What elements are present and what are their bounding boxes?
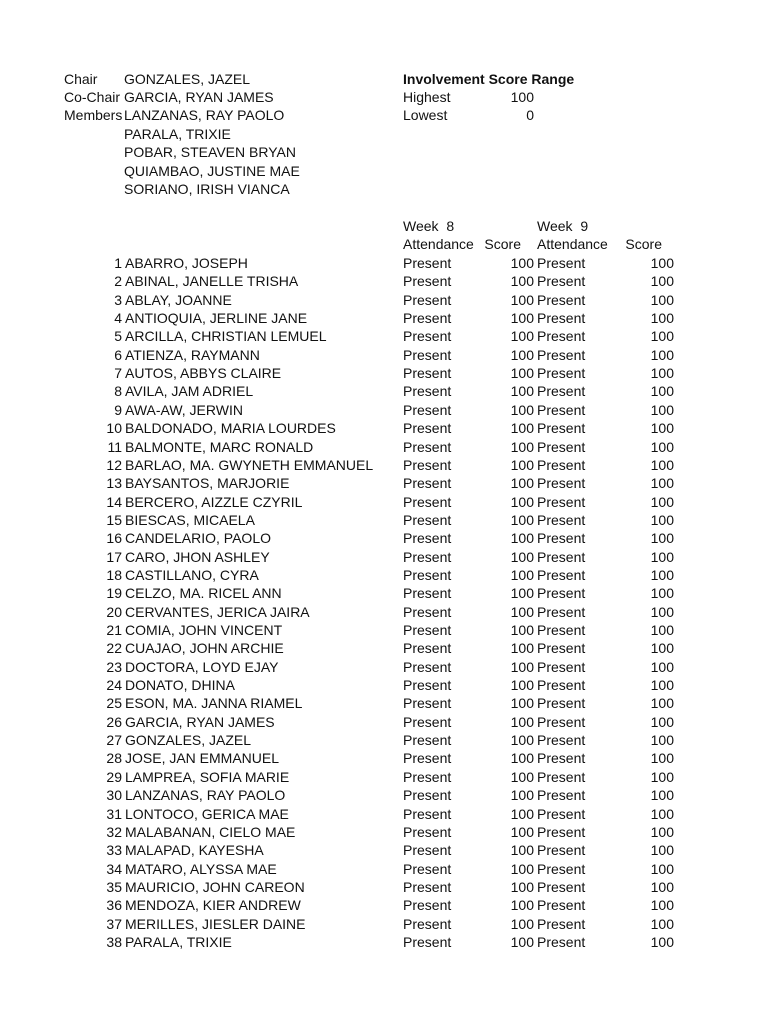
- highest-label: Highest: [403, 89, 451, 105]
- row-number: 33: [106, 842, 122, 858]
- student-name: LAMPREA, SOFIA MARIE: [125, 769, 290, 785]
- student-name: MERILLES, JIESLER DAINE: [125, 916, 306, 932]
- week-9-attendance: Present: [537, 622, 586, 638]
- week-9-score: 100: [650, 659, 674, 675]
- week-9-attendance: Present: [537, 842, 586, 858]
- row-number: 20: [106, 604, 122, 620]
- student-name: GARCIA, RYAN JAMES: [125, 714, 275, 730]
- student-name: BARLAO, MA. GWYNETH EMMANUEL: [125, 457, 374, 473]
- week-8-header: Week 8: [403, 218, 455, 234]
- row-number: 3: [114, 292, 122, 308]
- week-8-attendance: Present: [403, 494, 452, 510]
- week-9-attendance: Present: [537, 530, 586, 546]
- week-8-attendance: Present: [403, 310, 452, 326]
- week-9-attendance: Present: [537, 824, 586, 840]
- row-number: 36: [106, 897, 122, 913]
- week-9-score: 100: [650, 677, 674, 693]
- student-name: AWA-AW, JERWIN: [125, 402, 243, 418]
- week-8-score: 100: [510, 787, 534, 803]
- student-name: ANTIOQUIA, JERLINE JANE: [125, 310, 308, 326]
- row-number: 22: [106, 640, 122, 656]
- week-8-attendance: Present: [403, 292, 452, 308]
- week-8-score: 100: [510, 842, 534, 858]
- week-8-attendance: Present: [403, 695, 452, 711]
- week-8-score: 100: [510, 750, 534, 766]
- week-8-score-header: Score: [484, 236, 521, 252]
- week-9-score: 100: [650, 420, 674, 436]
- week-9-attendance: Present: [537, 806, 586, 822]
- student-name: ABARRO, JOSEPH: [125, 255, 248, 271]
- week-8-score: 100: [510, 420, 534, 436]
- row-number: 35: [106, 879, 122, 895]
- week-8-score: 100: [510, 934, 534, 950]
- week-9-attendance: Present: [537, 347, 586, 363]
- student-name: DOCTORA, LOYD EJAY: [125, 659, 279, 675]
- week-9-score: 100: [650, 365, 674, 381]
- week-8-score: 100: [510, 292, 534, 308]
- week-9-score: 100: [650, 273, 674, 289]
- student-name: MATARO, ALYSSA MAE: [125, 861, 277, 877]
- week-8-attendance: Present: [403, 420, 452, 436]
- student-name: ESON, MA. JANNA RIAMEL: [125, 695, 303, 711]
- lowest-value: 0: [526, 107, 534, 123]
- week-9-score: 100: [650, 640, 674, 656]
- student-name: GONZALES, JAZEL: [125, 732, 252, 748]
- week-8-score: 100: [510, 457, 534, 473]
- week-9-attendance: Present: [537, 273, 586, 289]
- week-9-attendance: Present: [537, 677, 586, 693]
- week-8-score: 100: [510, 402, 534, 418]
- week-9-attendance: Present: [537, 512, 586, 528]
- week-8-attendance: Present: [403, 934, 452, 950]
- week-9-attendance: Present: [537, 475, 586, 491]
- week-8-attendance: Present: [403, 769, 452, 785]
- week-9-score: 100: [650, 310, 674, 326]
- week-9-attendance-header: Attendance: [537, 236, 608, 252]
- week-8-attendance: Present: [403, 622, 452, 638]
- student-name: CELZO, MA. RICEL ANN: [125, 585, 282, 601]
- highest-value: 100: [510, 89, 534, 105]
- week-8-attendance: Present: [403, 347, 452, 363]
- week-9-score-header: Score: [625, 236, 662, 252]
- row-number: 30: [106, 787, 122, 803]
- row-number: 37: [106, 916, 122, 932]
- student-name: BERCERO, AIZZLE CZYRIL: [125, 494, 303, 510]
- lowest-label: Lowest: [403, 107, 448, 123]
- member-name: SORIANO, IRISH VIANCA: [124, 181, 290, 197]
- student-name: MENDOZA, KIER ANDREW: [125, 897, 301, 913]
- week-8-attendance: Present: [403, 255, 452, 271]
- week-9-score: 100: [650, 549, 674, 565]
- week-9-score: 100: [650, 916, 674, 932]
- student-name: CUAJAO, JOHN ARCHIE: [125, 640, 284, 656]
- week-9-score: 100: [650, 787, 674, 803]
- week-8-attendance: Present: [403, 604, 452, 620]
- week-8-score: 100: [510, 916, 534, 932]
- week-8-score: 100: [510, 879, 534, 895]
- week-9-score: 100: [650, 824, 674, 840]
- week-8-score: 100: [510, 347, 534, 363]
- week-8-attendance: Present: [403, 732, 452, 748]
- student-name: BAYSANTOS, MARJORIE: [125, 475, 290, 491]
- row-number: 5: [114, 328, 122, 344]
- row-number: 19: [106, 585, 122, 601]
- member-name: QUIAMBAO, JUSTINE MAE: [124, 163, 300, 179]
- week-8-score: 100: [510, 714, 534, 730]
- week-9-score: 100: [650, 328, 674, 344]
- week-9-attendance: Present: [537, 769, 586, 785]
- row-number: 32: [106, 824, 122, 840]
- week-8-attendance: Present: [403, 549, 452, 565]
- week-8-score: 100: [510, 897, 534, 913]
- week-8-score: 100: [510, 585, 534, 601]
- row-number: 8: [114, 383, 122, 399]
- row-number: 26: [106, 714, 122, 730]
- week-9-score: 100: [650, 494, 674, 510]
- week-8-attendance: Present: [403, 787, 452, 803]
- week-9-attendance: Present: [537, 879, 586, 895]
- student-name: AUTOS, ABBYS CLAIRE: [125, 365, 282, 381]
- week-8-attendance: Present: [403, 677, 452, 693]
- week-9-attendance: Present: [537, 549, 586, 565]
- row-number: 17: [106, 549, 122, 565]
- week-9-score: 100: [650, 622, 674, 638]
- row-number: 4: [114, 310, 122, 326]
- row-number: 11: [107, 439, 122, 455]
- week-9-attendance: Present: [537, 567, 586, 583]
- week-8-attendance: Present: [403, 530, 452, 546]
- week-8-attendance: Present: [403, 714, 452, 730]
- student-name: MAURICIO, JOHN CAREON: [125, 879, 305, 895]
- week-9-header: Week 9: [537, 218, 589, 234]
- student-name: PARALA, TRIXIE: [125, 934, 232, 950]
- week-8-score: 100: [510, 861, 534, 877]
- week-9-attendance: Present: [537, 897, 586, 913]
- week-8-score: 100: [510, 475, 534, 491]
- week-9-score: 100: [650, 732, 674, 748]
- week-9-score: 100: [650, 695, 674, 711]
- week-9-score: 100: [650, 769, 674, 785]
- row-number: 6: [114, 347, 122, 363]
- week-9-score: 100: [650, 567, 674, 583]
- student-name: ABINAL, JANELLE TRISHA: [125, 273, 299, 289]
- row-number: 29: [106, 769, 122, 785]
- score-range-title: Involvement Score Range: [403, 71, 575, 87]
- week-9-attendance: Present: [537, 732, 586, 748]
- row-number: 25: [106, 695, 122, 711]
- week-8-attendance: Present: [403, 916, 452, 932]
- week-8-score: 100: [510, 512, 534, 528]
- week-9-attendance: Present: [537, 861, 586, 877]
- student-name: JOSE, JAN EMMANUEL: [125, 750, 280, 766]
- week-9-attendance: Present: [537, 714, 586, 730]
- week-8-score: 100: [510, 622, 534, 638]
- student-name: MALABANAN, CIELO MAE: [125, 824, 296, 840]
- week-8-attendance: Present: [403, 567, 452, 583]
- week-9-attendance: Present: [537, 328, 586, 344]
- week-8-attendance: Present: [403, 659, 452, 675]
- week-9-attendance: Present: [537, 695, 586, 711]
- row-number: 16: [106, 530, 122, 546]
- week-8-score: 100: [510, 640, 534, 656]
- week-9-attendance: Present: [537, 292, 586, 308]
- week-8-score: 100: [510, 824, 534, 840]
- week-9-attendance: Present: [537, 383, 586, 399]
- week-9-score: 100: [650, 292, 674, 308]
- row-number: 13: [106, 475, 122, 491]
- row-number: 7: [114, 365, 122, 381]
- week-8-score: 100: [510, 677, 534, 693]
- week-9-score: 100: [650, 934, 674, 950]
- student-name: ABLAY, JOANNE: [125, 292, 232, 308]
- row-number: 10: [106, 420, 122, 436]
- week-8-attendance: Present: [403, 475, 452, 491]
- week-9-attendance: Present: [537, 934, 586, 950]
- week-8-attendance: Present: [403, 402, 452, 418]
- week-9-score: 100: [650, 897, 674, 913]
- week-9-score: 100: [650, 347, 674, 363]
- week-9-attendance: Present: [537, 255, 586, 271]
- week-8-score: 100: [510, 328, 534, 344]
- week-8-attendance: Present: [403, 897, 452, 913]
- week-9-score: 100: [650, 879, 674, 895]
- week-8-attendance: Present: [403, 750, 452, 766]
- week-8-score: 100: [510, 310, 534, 326]
- week-9-score: 100: [650, 255, 674, 271]
- row-number: 38: [106, 934, 122, 950]
- week-9-score: 100: [650, 750, 674, 766]
- student-name: COMIA, JOHN VINCENT: [125, 622, 283, 638]
- row-number: 15: [106, 512, 122, 528]
- member-name: LANZANAS, RAY PAOLO: [124, 107, 285, 123]
- week-9-attendance: Present: [537, 604, 586, 620]
- week-9-score: 100: [650, 861, 674, 877]
- week-8-score: 100: [510, 383, 534, 399]
- week-8-attendance: Present: [403, 383, 452, 399]
- week-9-attendance: Present: [537, 640, 586, 656]
- student-name: DONATO, DHINA: [125, 677, 235, 693]
- members-label: Members: [64, 107, 123, 123]
- week-8-attendance: Present: [403, 640, 452, 656]
- week-8-attendance: Present: [403, 439, 452, 455]
- week-8-score: 100: [510, 530, 534, 546]
- week-9-score: 100: [650, 842, 674, 858]
- week-8-attendance: Present: [403, 457, 452, 473]
- week-8-score: 100: [510, 365, 534, 381]
- week-9-score: 100: [650, 383, 674, 399]
- row-number: 9: [114, 402, 122, 418]
- row-number: 31: [106, 806, 122, 822]
- row-number: 23: [106, 659, 122, 675]
- row-number: 21: [106, 622, 122, 638]
- week-9-score: 100: [650, 402, 674, 418]
- week-8-score: 100: [510, 494, 534, 510]
- week-9-score: 100: [650, 457, 674, 473]
- co-chair-name: GARCIA, RYAN JAMES: [124, 89, 274, 105]
- week-8-attendance: Present: [403, 861, 452, 877]
- student-name: CARO, JHON ASHLEY: [125, 549, 270, 565]
- student-name: AVILA, JAM ADRIEL: [125, 383, 254, 399]
- week-9-attendance: Present: [537, 585, 586, 601]
- row-number: 2: [114, 273, 122, 289]
- week-8-score: 100: [510, 659, 534, 675]
- week-9-score: 100: [650, 604, 674, 620]
- student-name: CERVANTES, JERICA JAIRA: [125, 604, 310, 620]
- week-9-score: 100: [650, 475, 674, 491]
- week-8-attendance: Present: [403, 512, 452, 528]
- week-8-attendance: Present: [403, 842, 452, 858]
- week-9-attendance: Present: [537, 365, 586, 381]
- week-8-score: 100: [510, 439, 534, 455]
- row-number: 28: [106, 750, 122, 766]
- student-name: BALMONTE, MARC RONALD: [125, 439, 314, 455]
- row-number: 24: [106, 677, 122, 693]
- student-name: ARCILLA, CHRISTIAN LEMUEL: [125, 328, 327, 344]
- week-9-attendance: Present: [537, 439, 586, 455]
- week-8-attendance: Present: [403, 365, 452, 381]
- week-8-attendance: Present: [403, 824, 452, 840]
- row-number: 27: [106, 732, 122, 748]
- student-name: ATIENZA, RAYMANN: [125, 347, 260, 363]
- week-9-score: 100: [650, 714, 674, 730]
- student-name: CANDELARIO, PAOLO: [125, 530, 272, 546]
- week-8-score: 100: [510, 549, 534, 565]
- week-8-attendance: Present: [403, 585, 452, 601]
- week-8-attendance: Present: [403, 879, 452, 895]
- week-8-score: 100: [510, 695, 534, 711]
- week-9-attendance: Present: [537, 659, 586, 675]
- week-9-attendance: Present: [537, 310, 586, 326]
- row-number: 18: [106, 567, 122, 583]
- student-name: MALAPAD, KAYESHA: [125, 842, 264, 858]
- week-9-attendance: Present: [537, 750, 586, 766]
- week-8-attendance: Present: [403, 328, 452, 344]
- student-name: LONTOCO, GERICA MAE: [125, 806, 289, 822]
- week-8-score: 100: [510, 806, 534, 822]
- row-number: 34: [106, 861, 122, 877]
- week-9-attendance: Present: [537, 494, 586, 510]
- week-9-attendance: Present: [537, 402, 586, 418]
- week-8-score: 100: [510, 273, 534, 289]
- week-9-score: 100: [650, 806, 674, 822]
- week-9-attendance: Present: [537, 457, 586, 473]
- row-number: 12: [106, 457, 122, 473]
- week-8-score: 100: [510, 604, 534, 620]
- student-name: CASTILLANO, CYRA: [125, 567, 259, 583]
- student-name: BALDONADO, MARIA LOURDES: [125, 420, 336, 436]
- member-name: PARALA, TRIXIE: [124, 126, 231, 142]
- week-9-score: 100: [650, 530, 674, 546]
- chair-name: GONZALES, JAZEL: [124, 71, 251, 87]
- week-9-attendance: Present: [537, 787, 586, 803]
- week-8-attendance-header: Attendance: [403, 236, 474, 252]
- row-number: 14: [106, 494, 122, 510]
- chair-label: Chair: [64, 71, 98, 87]
- row-number: 1: [114, 255, 122, 271]
- week-8-attendance: Present: [403, 806, 452, 822]
- week-9-attendance: Present: [537, 420, 586, 436]
- student-name: BIESCAS, MICAELA: [125, 512, 255, 528]
- student-name: LANZANAS, RAY PAOLO: [125, 787, 286, 803]
- week-9-score: 100: [650, 512, 674, 528]
- week-9-score: 100: [650, 439, 674, 455]
- week-8-attendance: Present: [403, 273, 452, 289]
- week-8-score: 100: [510, 567, 534, 583]
- week-9-score: 100: [650, 585, 674, 601]
- week-8-score: 100: [510, 255, 534, 271]
- co-chair-label: Co-Chair: [64, 89, 121, 105]
- week-8-score: 100: [510, 732, 534, 748]
- member-name: POBAR, STEAVEN BRYAN: [124, 144, 296, 160]
- week-9-attendance: Present: [537, 916, 586, 932]
- week-8-score: 100: [510, 769, 534, 785]
